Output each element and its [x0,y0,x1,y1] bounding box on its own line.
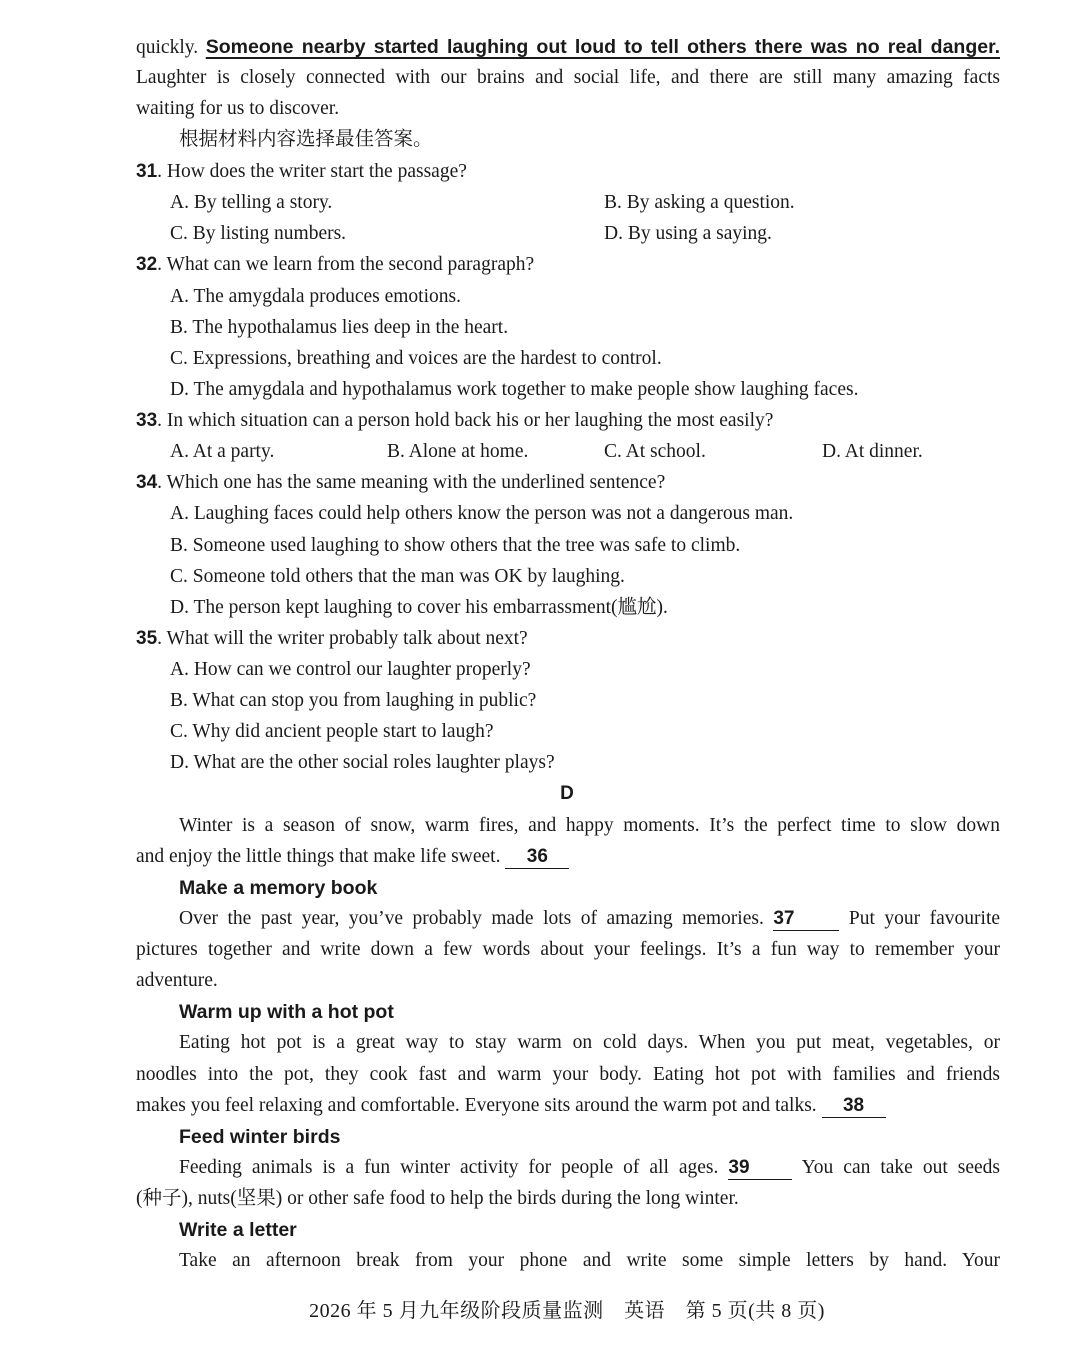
option: D. The person kept laughing to cover his embarrassment(尴尬). [170,597,668,618]
option: B. What can stop you from laughing in public? [170,690,537,711]
option: B. The hypothalamus lies deep in the heart. [170,317,509,338]
passage-line [179,1155,1000,1181]
passage-text: and enjoy the little things that make life sweet. [136,846,501,867]
passage-line [136,844,1000,870]
option: C. At school. [604,441,706,462]
option: D. The amygdala and hypothalamus work together to make people show laughing faces. [170,379,859,400]
passage-text: You can take out seeds [801,1157,1000,1178]
option: C. By listing numbers. [170,223,347,244]
blank-39: 39 [728,1157,792,1180]
question-number: 32 [136,254,158,275]
subheading: Make a memory book [179,877,378,899]
question-number: 33 [136,410,158,431]
question-stem [136,252,1000,278]
question-stem [136,159,1000,185]
blank-38: 38 [822,1095,886,1118]
subheading: Warm up with a hot pot [179,1001,394,1023]
option: A. The amygdala produces emotions. [170,286,461,307]
passage-text: quickly. [136,37,199,58]
blank-37: 37 [773,908,839,931]
passage-line [136,34,1000,61]
option: B. Someone used laughing to show others that the tree was safe to climb. [170,535,741,556]
question-text: . How does the writer start the passage? [157,161,467,182]
passage-line [179,906,1000,932]
option: A. Laughing faces could help others know the person was not a dangerous man. [170,503,794,524]
option: A. At a party. [170,441,275,462]
option: C. Why did ancient people start to laugh? [170,721,494,742]
option: A. By telling a story. [170,192,333,213]
question-stem [136,626,1000,652]
subheading: Write a letter [179,1219,297,1241]
question-text: . What will the writer probably talk about next? [157,628,528,649]
passage-line [136,1093,1000,1119]
blank-36: 36 [505,846,569,869]
passage-text: Put your favourite [848,908,1001,929]
passage-text: makes you feel relaxing and comfortable. Everyone sits around the warm pot and talks. [136,1095,817,1116]
question-number: 35 [136,628,158,649]
passage-line: adventure. [136,970,218,991]
passage-line: Eating hot pot is a great way to stay warm on cold days. When you put meat, vegetables, or [179,1032,1000,1053]
page-footer: 2026 年 5 月九年级阶段质量监测 英语 第 5 页(共 8 页) [309,1300,825,1322]
question-stem [136,470,1000,496]
option: B. By asking a question. [604,192,795,213]
underlined-sentence: Someone nearby started laughing out loud to tell others there was no real danger. [205,36,1001,58]
question-number: 31 [136,161,158,182]
passage-line: (种子), nuts(坚果) or other safe food to help the birds during the long winter. [136,1188,739,1209]
option: D. At dinner. [822,441,923,462]
option: C. Expressions, breathing and voices are the hardest to control. [170,348,662,369]
passage-text: Over the past year, you’ve probably made lots of amazing memories. [179,908,764,929]
passage-line: Take an afternoon break from your phone and write some simple letters by hand. Your [179,1250,1000,1271]
option: A. How can we control our laughter properly? [170,659,531,680]
passage-line: pictures together and write down a few words about your feelings. It’s a fun way to remember your [136,939,1000,960]
option: D. What are the other social roles laughter plays? [170,752,555,773]
option: D. By using a saying. [604,223,772,244]
question-stem [136,408,1000,434]
option: C. Someone told others that the man was OK by laughing. [170,566,625,587]
question-text: . What can we learn from the second paragraph? [157,254,535,275]
question-text: . Which one has the same meaning with the underlined sentence? [157,472,666,493]
passage-line: Laughter is closely connected with our brains and social life, and there are still many amazing facts [136,67,1000,88]
instruction: 根据材料内容选择最佳答案。 [179,129,433,150]
passage-line: Winter is a season of snow, warm fires, and happy moments. It’s the perfect time to slow down [179,815,1000,836]
subheading: Feed winter birds [179,1126,341,1148]
passage-line: noodles into the pot, they cook fast and warm your body. Eating hot pot with families and friends [136,1064,1000,1085]
section-label: D [560,783,574,804]
question-text: . In which situation can a person hold back his or her laughing the most easily? [157,410,774,431]
option: B. Alone at home. [387,441,529,462]
passage-line: waiting for us to discover. [136,98,340,119]
question-number: 34 [136,472,158,493]
passage-text: Feeding animals is a fun winter activity for people of all ages. [179,1157,719,1178]
